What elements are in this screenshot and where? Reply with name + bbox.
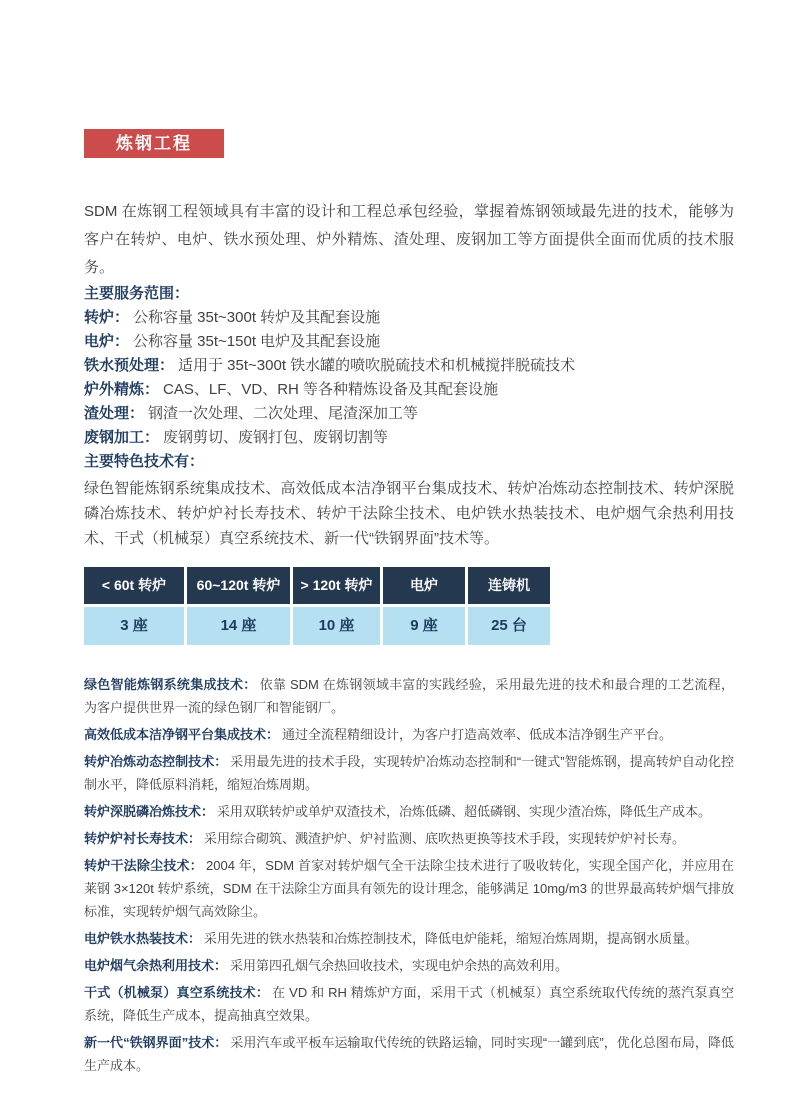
tech-label: 转炉炉衬长寿技术： — [84, 831, 202, 846]
service-text: 废钢剪切、废钢打包、废钢切割等 — [163, 429, 389, 446]
services-list — [84, 282, 734, 474]
table-header-cell: > 120t 转炉 — [293, 567, 380, 604]
tech-item-dry-vacuum-system — [84, 981, 734, 1027]
service-text: CAS、LF、VD、RH 等各种精炼设备及其配套设施 — [163, 381, 499, 398]
tech-item-dynamic-control — [84, 750, 734, 796]
tech-label: 高效低成本洁净钢平台集成技术： — [84, 727, 280, 742]
service-item-electric-furnace — [84, 330, 734, 354]
tech-text: 采用先进的铁水热装和冶炼控制技术，降低电炉能耗，缩短冶炼周期，提高钢水质量。 — [204, 931, 699, 946]
tech-label: 绿色智能炼钢系统集成技术： — [84, 677, 257, 692]
features-paragraph: 绿色智能炼钢系统集成技术、高效低成本洁净钢平台集成技术、转炉冶炼动态控制技术、转炉深脱磷冶炼技术、转炉炉衬长寿技术、转炉干法除尘技术、电炉铁水热装技术、电炉烟气余热利用技术、干式（机械泵）真空系统技术、新一代“铁钢界面”技术等。 — [84, 480, 734, 547]
service-item-hot-metal-pretreatment — [84, 354, 734, 378]
table-value-row — [84, 607, 550, 645]
service-label: 电炉： — [84, 333, 130, 350]
tech-text: 采用汽车或平板车运输取代传统的铁路运输，同时实现“一罐到底”，优化总图布局，降低生产成本。 — [84, 1035, 734, 1073]
service-item-secondary-refining — [84, 378, 734, 402]
service-label: 废钢加工： — [84, 429, 160, 446]
table-header-cell: 连铸机 — [468, 567, 550, 604]
table-header-cell: < 60t 转炉 — [84, 567, 184, 604]
service-label: 转炉： — [84, 309, 130, 326]
tech-text: 2004 年，SDM 首家对转炉烟气全干法除尘技术进行了吸收转化，实现全国产化，并应用在莱钢 3×120t 转炉系统，SDM 在干法除尘方面具有领先的设计理念，能够满足 10mg/m3 的世界最高转炉烟气排放标准，实现转炉烟气高效除尘。 — [84, 858, 734, 919]
service-text: 钢渣一次处理、二次处理、尾渣深加工等 — [148, 405, 419, 422]
service-label: 炉外精炼： — [84, 381, 160, 398]
tech-item-waste-heat-recovery — [84, 954, 734, 977]
service-text: 适用于 35t~300t 铁水罐的喷吹脱硫技术和机械搅拌脱硫技术 — [178, 357, 576, 374]
tech-label: 干式（机械泵）真空系统技术： — [84, 985, 270, 1000]
service-item-converter — [84, 306, 734, 330]
section-title-badge: 炼钢工程 — [84, 129, 224, 158]
service-label: 铁水预处理： — [84, 357, 175, 374]
table-header-cell: 60~120t 转炉 — [187, 567, 290, 604]
tech-item-clean-steel-platform — [84, 723, 734, 746]
intro-paragraph: SDM 在炼钢工程领域具有丰富的设计和工程总承包经验，掌握着炼钢领域最先进的技术，能够为客户在转炉、电炉、铁水预处理、炉外精炼、渣处理、废钢加工等方面提供全面而优质的技术服务。 — [84, 203, 734, 276]
service-text: 公称容量 35t~150t 电炉及其配套设施 — [133, 333, 381, 350]
tech-text: 通过全流程精细设计，为客户打造高效率、低成本洁净钢生产平台。 — [282, 727, 673, 742]
tech-label: 新一代“铁钢界面”技术： — [84, 1035, 228, 1050]
features-heading: 主要特色技术有： — [84, 453, 205, 470]
tech-label: 转炉冶炼动态控制技术： — [84, 754, 228, 769]
service-text: 公称容量 35t~300t 转炉及其配套设施 — [133, 309, 381, 326]
service-label: 渣处理： — [84, 405, 145, 422]
services-heading: 主要服务范围： — [84, 285, 190, 302]
tech-text: 采用双联转炉或单炉双渣技术，冶炼低磷、超低磷钢、实现少渣冶炼，降低生产成本。 — [217, 804, 712, 819]
table-header-row — [84, 567, 550, 604]
tech-text: 采用综合砌筑、溅渣护炉、炉衬监测、底吹热更换等技术手段，实现转炉炉衬长寿。 — [204, 831, 686, 846]
tech-item-dephosphorization — [84, 800, 734, 823]
tech-item-iron-steel-interface — [84, 1031, 734, 1077]
service-item-scrap-processing — [84, 426, 734, 450]
tech-text: 在 VD 和 RH 精炼炉方面，采用干式（机械泵）真空系统取代传统的蒸汽泵真空系统，降低生产成本，提高抽真空效果。 — [84, 985, 734, 1023]
tech-label: 电炉烟气余热利用技术： — [84, 958, 228, 973]
tech-text: 采用第四孔烟气余热回收技术，实现电炉余热的高效利用。 — [230, 958, 569, 973]
tech-text: 依靠 SDM 在炼钢领域丰富的实践经验，采用最先进的技术和最合理的工艺流程，为客户提供世界一流的绿色钢厂和智能钢厂。 — [84, 677, 734, 715]
table-value-cell: 10 座 — [293, 607, 380, 645]
tech-item-hot-metal-charging — [84, 927, 734, 950]
table-value-cell: 9 座 — [383, 607, 465, 645]
tech-item-dry-dedusting — [84, 854, 734, 923]
tech-item-green-smart-integration — [84, 673, 734, 719]
table-value-cell: 14 座 — [187, 607, 290, 645]
capacity-table — [84, 567, 550, 645]
tech-item-lining-longevity — [84, 827, 734, 850]
tech-section — [84, 673, 734, 1077]
tech-label: 转炉干法除尘技术： — [84, 858, 203, 873]
service-item-slag-treatment — [84, 402, 734, 426]
tech-label: 电炉铁水热装技术： — [84, 931, 202, 946]
tech-text: 采用最先进的技术手段，实现转炉冶炼动态控制和“一键式”智能炼钢，提高转炉自动化控制水平，降低原料消耗，缩短冶炼周期。 — [84, 754, 734, 792]
table-header-cell: 电炉 — [383, 567, 465, 604]
table-value-cell: 3 座 — [84, 607, 184, 645]
table-value-cell: 25 台 — [468, 607, 550, 645]
tech-label: 转炉深脱磷冶炼技术： — [84, 804, 215, 819]
